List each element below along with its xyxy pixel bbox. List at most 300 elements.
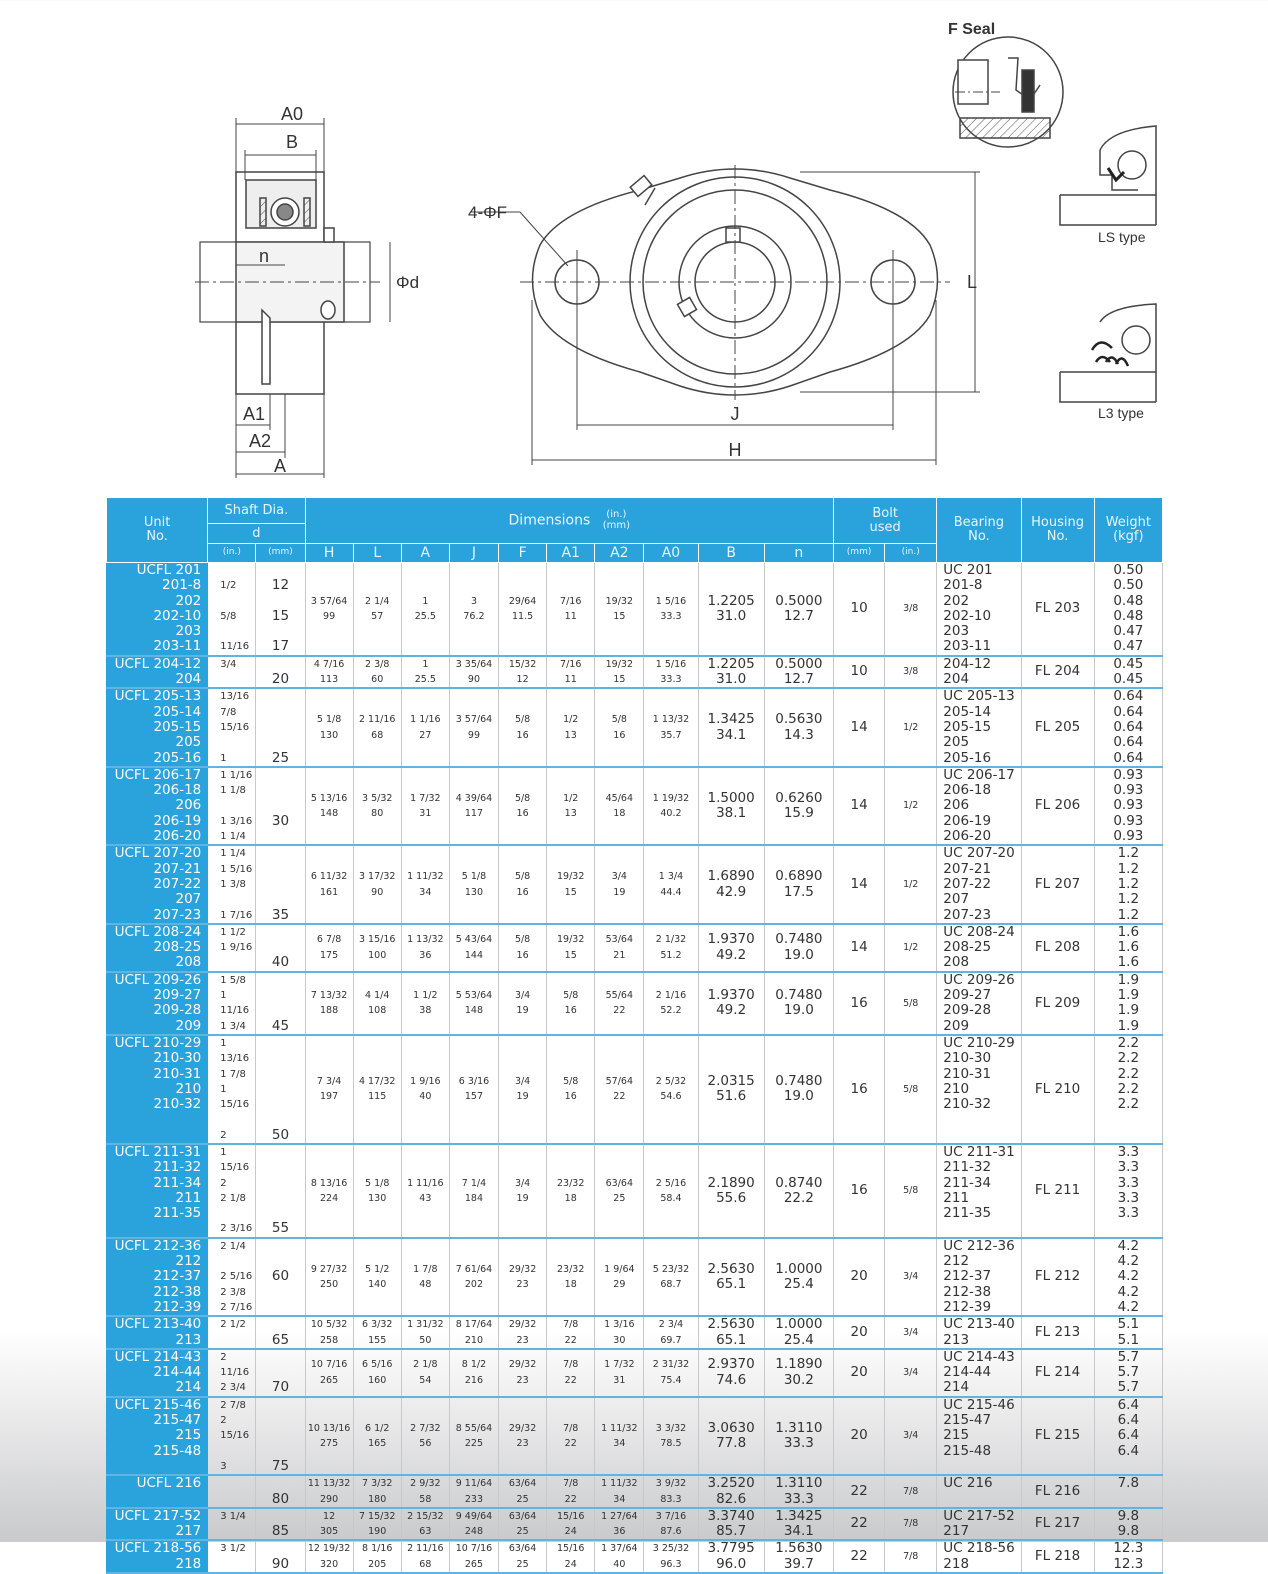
cell-mm: 65 <box>256 1316 305 1349</box>
cell-inch: 3 1/2 <box>208 1540 256 1573</box>
cell-inch: 3 1/4 <box>208 1508 256 1541</box>
cell-j: 8 55/64 225 <box>449 1397 498 1475</box>
cell-a0: 1 5/16 33.3 <box>644 656 698 689</box>
cell-b: 2.1890 55.6 <box>698 1144 764 1238</box>
cell-a2: 45/64 18 <box>595 767 644 845</box>
cell-a: 1 11/16 43 <box>401 1144 449 1238</box>
cell-a1: 7/8 22 <box>547 1349 595 1397</box>
label-4F: 4-ΦF <box>468 203 508 222</box>
ls-type-detail <box>1060 126 1156 225</box>
header-shaft-mm: (mm) <box>256 544 305 563</box>
label-d: Φd <box>396 273 420 292</box>
cell-a: 2 15/32 63 <box>401 1508 449 1541</box>
front-view-drawing <box>470 165 980 465</box>
cell-f: 63/64 25 <box>499 1475 547 1508</box>
table-row <box>107 1540 1163 1573</box>
cell-f: 29/32 23 <box>499 1349 547 1397</box>
cell-n: 0.7480 19.0 <box>764 924 833 972</box>
table-row <box>107 1316 1163 1349</box>
cell-a2: 53/64 21 <box>595 924 644 972</box>
cell-weight: 2.2 2.2 2.2 2.2 2.2 <box>1094 1035 1162 1144</box>
cell-a: 2 7/32 56 <box>401 1397 449 1475</box>
cell-h: 6 7/8 175 <box>305 924 353 972</box>
cell-bearing: UC 209-26 209-27 209-28 209 <box>937 972 1021 1035</box>
cell-weight: 0.93 0.93 0.93 0.93 0.93 <box>1094 767 1162 845</box>
cell-bolt-mm: 22 <box>834 1540 885 1573</box>
cell-b: 2.5630 65.1 <box>698 1316 764 1349</box>
cell-inch: 1 1/16 1 1/8 1 3/16 1 1/4 <box>208 767 256 845</box>
cell-a1: 7/8 22 <box>547 1316 595 1349</box>
cell-bearing: UC 210-29 210-30 210-31 210 210-32 <box>937 1035 1021 1144</box>
cell-h: 5 1/8 130 <box>305 688 353 766</box>
header-dimensions-units: (in.) (mm) <box>602 509 630 531</box>
header-col-A0: A0 <box>644 544 698 563</box>
header-col-A: A <box>401 544 449 563</box>
cell-f: 29/32 23 <box>499 1397 547 1475</box>
header-dimensions-label: Dimensions <box>508 512 591 529</box>
cell-f: 5/8 16 <box>499 767 547 845</box>
header-bolt-in: (in.) <box>885 544 937 563</box>
header-housing-no: Housing No. <box>1021 498 1094 563</box>
cell-unit: UCFL 215-46 215-47 215 215-48 <box>107 1397 208 1475</box>
cell-a1: 19/32 15 <box>547 924 595 972</box>
cell-n: 1.3110 33.3 <box>764 1397 833 1475</box>
cell-bolt-mm: 14 <box>834 767 885 845</box>
cell-bolt-in: 7/8 <box>885 1540 937 1573</box>
cell-bolt-in: 1/2 <box>885 767 937 845</box>
cell-mm: 20 <box>256 656 305 689</box>
cell-n: 1.0000 25.4 <box>764 1238 833 1316</box>
table-row <box>107 972 1163 1035</box>
cell-l: 6 1/2 165 <box>353 1397 401 1475</box>
cell-n: 1.3425 34.1 <box>764 1508 833 1541</box>
table-row <box>107 1397 1163 1475</box>
cell-weight: 7.8 <box>1094 1475 1162 1508</box>
cell-f: 29/64 11.5 <box>499 563 547 656</box>
cell-weight: 6.4 6.4 6.4 6.4 <box>1094 1397 1162 1475</box>
cell-bolt-in: 3/4 <box>885 1397 937 1475</box>
cell-h: 12 19/32 320 <box>305 1540 353 1573</box>
cell-j: 8 1/2 216 <box>449 1349 498 1397</box>
cell-unit: UCFL 214-43 214-44 214 <box>107 1349 208 1397</box>
cell-l: 3 15/16 100 <box>353 924 401 972</box>
header-col-A2: A2 <box>595 544 644 563</box>
cell-f: 5/8 16 <box>499 688 547 766</box>
cell-housing: FL 216 <box>1021 1475 1094 1508</box>
cell-bearing: UC 217-52 217 <box>937 1508 1021 1541</box>
label-H: H <box>728 440 742 460</box>
cell-l: 2 11/16 68 <box>353 688 401 766</box>
cell-f: 5/8 16 <box>499 845 547 923</box>
cell-a1: 5/8 16 <box>547 1035 595 1144</box>
table-row <box>107 656 1163 689</box>
cell-bearing: UC 215-46 215-47 215 215-48 <box>937 1397 1021 1475</box>
cell-h: 10 7/16 265 <box>305 1349 353 1397</box>
cell-j: 8 17/64 210 <box>449 1316 498 1349</box>
cell-housing: FL 215 <box>1021 1397 1094 1475</box>
cell-unit: UCFL 206-17 206-18 206 206-19 206-20 <box>107 767 208 845</box>
cell-inch: 1/2 5/8 11/16 <box>208 563 256 656</box>
header-bearing-no: Bearing No. <box>937 498 1021 563</box>
cell-f: 29/32 23 <box>499 1316 547 1349</box>
cell-b: 3.2520 82.6 <box>698 1475 764 1508</box>
cell-bearing: UC 208-24 208-25 208 <box>937 924 1021 972</box>
cell-f: 3/4 19 <box>499 972 547 1035</box>
header-col-n: n <box>764 544 833 563</box>
cell-inch: 1 5/8 1 11/16 1 3/4 <box>208 972 256 1035</box>
header-weight: Weight (kgf) <box>1094 498 1162 563</box>
cell-bolt-in: 3/4 <box>885 1316 937 1349</box>
cell-bolt-mm: 20 <box>834 1238 885 1316</box>
cell-bolt-mm: 14 <box>834 845 885 923</box>
cell-f: 3/4 19 <box>499 1035 547 1144</box>
label-A2: A2 <box>248 431 272 451</box>
cell-inch: 2 1/4 2 5/16 2 3/8 2 7/16 <box>208 1238 256 1316</box>
cell-a1: 7/16 11 <box>547 656 595 689</box>
cell-a0: 2 3/4 69.7 <box>644 1316 698 1349</box>
cell-housing: FL 204 <box>1021 656 1094 689</box>
cell-a2: 3/4 19 <box>595 845 644 923</box>
cell-h: 7 13/32 188 <box>305 972 353 1035</box>
f-seal-title: F Seal <box>948 21 996 38</box>
cell-weight: 4.2 4.2 4.2 4.2 4.2 <box>1094 1238 1162 1316</box>
cell-bolt-mm: 14 <box>834 688 885 766</box>
cell-b: 1.9370 49.2 <box>698 972 764 1035</box>
cell-b: 1.2205 31.0 <box>698 656 764 689</box>
cell-j: 5 1/8 130 <box>449 845 498 923</box>
cell-unit: UCFL 218-56 218 <box>107 1540 208 1573</box>
cell-b: 2.5630 65.1 <box>698 1238 764 1316</box>
cell-unit: UCFL 204-12 204 <box>107 656 208 689</box>
cell-f: 15/32 12 <box>499 656 547 689</box>
cell-a0: 1 19/32 40.2 <box>644 767 698 845</box>
cell-a0: 3 7/16 87.6 <box>644 1508 698 1541</box>
cell-a: 1 1/16 27 <box>401 688 449 766</box>
cell-inch: 1 1/2 1 9/16 <box>208 924 256 972</box>
side-view-drawing <box>195 118 390 478</box>
cell-b: 2.0315 51.6 <box>698 1035 764 1144</box>
cell-bearing: UC 214-43 214-44 214 <box>937 1349 1021 1397</box>
cell-l: 2 3/8 60 <box>353 656 401 689</box>
cell-b: 1.2205 31.0 <box>698 563 764 656</box>
cell-b: 3.3740 85.7 <box>698 1508 764 1541</box>
cell-a2: 1 27/64 36 <box>595 1508 644 1541</box>
f-seal-detail <box>953 37 1063 147</box>
cell-weight: 0.50 0.50 0.48 0.48 0.47 0.47 <box>1094 563 1162 656</box>
cell-f: 63/64 25 <box>499 1540 547 1573</box>
cell-inch: 1 13/16 1 7/8 1 15/16 2 <box>208 1035 256 1144</box>
table-row <box>107 688 1163 766</box>
cell-unit: UCFL 210-29 210-30 210-31 210 210-32 <box>107 1035 208 1144</box>
cell-l: 7 15/32 190 <box>353 1508 401 1541</box>
cell-weight: 9.8 9.8 <box>1094 1508 1162 1541</box>
cell-weight: 0.64 0.64 0.64 0.64 0.64 <box>1094 688 1162 766</box>
cell-bolt-mm: 16 <box>834 972 885 1035</box>
header-col-F: F <box>499 544 547 563</box>
cell-a1: 23/32 18 <box>547 1144 595 1238</box>
technical-drawing <box>0 0 1268 490</box>
header-col-L: L <box>353 544 401 563</box>
cell-a2: 55/64 22 <box>595 972 644 1035</box>
cell-housing: FL 205 <box>1021 688 1094 766</box>
cell-a2: 19/32 15 <box>595 563 644 656</box>
cell-mm: 25 <box>256 688 305 766</box>
cell-unit: UCFL 201 201-8 202 202-10 203 203-11 <box>107 563 208 656</box>
cell-inch: 2 11/16 2 3/4 <box>208 1349 256 1397</box>
cell-a2: 1 11/32 34 <box>595 1475 644 1508</box>
cell-bolt-in: 1/2 <box>885 924 937 972</box>
cell-bolt-in: 5/8 <box>885 1035 937 1144</box>
cell-bolt-mm: 16 <box>834 1144 885 1238</box>
cell-bolt-mm: 22 <box>834 1508 885 1541</box>
cell-mm: 35 <box>256 845 305 923</box>
cell-a: 2 1/8 54 <box>401 1349 449 1397</box>
cell-bearing: UC 216 <box>937 1475 1021 1508</box>
cell-a0: 3 25/32 96.3 <box>644 1540 698 1573</box>
cell-mm: 50 <box>256 1035 305 1144</box>
cell-bolt-mm: 16 <box>834 1035 885 1144</box>
cell-a0: 5 23/32 68.7 <box>644 1238 698 1316</box>
cell-a: 1 31/32 50 <box>401 1316 449 1349</box>
cell-n: 1.5630 39.7 <box>764 1540 833 1573</box>
label-A: A <box>273 456 287 476</box>
cell-a1: 7/8 22 <box>547 1475 595 1508</box>
cell-a1: 23/32 18 <box>547 1238 595 1316</box>
cell-weight: 1.9 1.9 1.9 1.9 <box>1094 972 1162 1035</box>
cell-a: 2 9/32 58 <box>401 1475 449 1508</box>
cell-n: 0.7480 19.0 <box>764 972 833 1035</box>
cell-h: 4 7/16 113 <box>305 656 353 689</box>
cell-unit: UCFL 216 <box>107 1475 208 1508</box>
cell-a2: 1 3/16 30 <box>595 1316 644 1349</box>
header-shaft-in: (in.) <box>208 544 256 563</box>
cell-a: 1 9/16 40 <box>401 1035 449 1144</box>
cell-bolt-in: 1/2 <box>885 845 937 923</box>
cell-unit: UCFL 209-26 209-27 209-28 209 <box>107 972 208 1035</box>
header-col-B: B <box>698 544 764 563</box>
header-bolt-mm: (mm) <box>834 544 885 563</box>
table-row <box>107 1035 1163 1144</box>
cell-h: 8 13/16 224 <box>305 1144 353 1238</box>
cell-n: 0.5630 14.3 <box>764 688 833 766</box>
cell-a: 1 11/32 34 <box>401 845 449 923</box>
table-row <box>107 1238 1163 1316</box>
cell-inch <box>208 1475 256 1508</box>
cell-l: 6 5/16 160 <box>353 1349 401 1397</box>
cell-l: 8 1/16 205 <box>353 1540 401 1573</box>
cell-l: 2 1/4 57 <box>353 563 401 656</box>
cell-bolt-in: 3/4 <box>885 1238 937 1316</box>
cell-n: 0.6890 17.5 <box>764 845 833 923</box>
l3-type-detail <box>1060 304 1156 402</box>
cell-bearing: UC 207-20 207-21 207-22 207 207-23 <box>937 845 1021 923</box>
cell-mm: 90 <box>256 1540 305 1573</box>
cell-weight: 1.6 1.6 1.6 <box>1094 924 1162 972</box>
table-row <box>107 845 1163 923</box>
cell-mm: 30 <box>256 767 305 845</box>
cell-housing: FL 218 <box>1021 1540 1094 1573</box>
cell-bolt-mm: 10 <box>834 563 885 656</box>
cell-l: 4 1/4 108 <box>353 972 401 1035</box>
cell-j: 6 3/16 157 <box>449 1035 498 1144</box>
cell-a0: 1 3/4 44.4 <box>644 845 698 923</box>
cell-a1: 5/8 16 <box>547 972 595 1035</box>
cell-bolt-in: 3/8 <box>885 656 937 689</box>
spec-table-body <box>107 563 1163 1574</box>
cell-j: 5 43/64 144 <box>449 924 498 972</box>
cell-housing: FL 217 <box>1021 1508 1094 1541</box>
l3-type-label: L3 type <box>1098 405 1144 421</box>
cell-j: 3 76.2 <box>449 563 498 656</box>
cell-bearing: UC 211-31 211-32 211-34 211 211-35 <box>937 1144 1021 1238</box>
cell-housing: FL 211 <box>1021 1144 1094 1238</box>
header-shaft-d: d <box>208 524 305 544</box>
cell-h: 12 305 <box>305 1508 353 1541</box>
ls-type-label: LS type <box>1098 229 1146 245</box>
cell-mm: 60 <box>256 1238 305 1316</box>
header-unit-no: Unit No. <box>107 498 208 563</box>
cell-l: 5 1/2 140 <box>353 1238 401 1316</box>
cell-h: 11 13/32 290 <box>305 1475 353 1508</box>
cell-b: 1.3425 34.1 <box>698 688 764 766</box>
cell-bearing: 204-12 204 <box>937 656 1021 689</box>
cell-mm: 85 <box>256 1508 305 1541</box>
cell-bolt-in: 7/8 <box>885 1508 937 1541</box>
cell-f: 29/32 23 <box>499 1238 547 1316</box>
cell-n: 0.8740 22.2 <box>764 1144 833 1238</box>
cell-housing: FL 206 <box>1021 767 1094 845</box>
cell-a0: 2 1/32 51.2 <box>644 924 698 972</box>
cell-a2: 57/64 22 <box>595 1035 644 1144</box>
table-row <box>107 1508 1163 1541</box>
cell-h: 10 13/16 275 <box>305 1397 353 1475</box>
cell-a1: 7/16 11 <box>547 563 595 656</box>
cell-mm: 45 <box>256 972 305 1035</box>
cell-l: 6 3/32 155 <box>353 1316 401 1349</box>
cell-a1: 7/8 22 <box>547 1397 595 1475</box>
header-col-A1: A1 <box>547 544 595 563</box>
cell-j: 10 7/16 265 <box>449 1540 498 1573</box>
cell-bolt-mm: 20 <box>834 1349 885 1397</box>
cell-l: 3 5/32 80 <box>353 767 401 845</box>
cell-unit: UCFL 217-52 217 <box>107 1508 208 1541</box>
cell-a: 1 7/32 31 <box>401 767 449 845</box>
cell-a2: 1 11/32 34 <box>595 1397 644 1475</box>
cell-l: 5 1/8 130 <box>353 1144 401 1238</box>
cell-bolt-in: 3/8 <box>885 563 937 656</box>
cell-bearing: UC 206-17 206-18 206 206-19 206-20 <box>937 767 1021 845</box>
cell-inch: 3/4 <box>208 656 256 689</box>
cell-a2: 19/32 15 <box>595 656 644 689</box>
header-col-H: H <box>305 544 353 563</box>
cell-weight: 5.1 5.1 <box>1094 1316 1162 1349</box>
cell-h: 6 11/32 161 <box>305 845 353 923</box>
cell-bearing: UC 205-13 205-14 205-15 205 205-16 <box>937 688 1021 766</box>
cell-f: 63/64 25 <box>499 1508 547 1541</box>
cell-a0: 3 9/32 83.3 <box>644 1475 698 1508</box>
cell-j: 5 53/64 148 <box>449 972 498 1035</box>
cell-a1: 19/32 15 <box>547 845 595 923</box>
cell-h: 10 5/32 258 <box>305 1316 353 1349</box>
table-row <box>107 767 1163 845</box>
cell-bolt-in: 5/8 <box>885 1144 937 1238</box>
label-A0: A0 <box>280 104 304 124</box>
cell-weight: 3.3 3.3 3.3 3.3 3.3 <box>1094 1144 1162 1238</box>
cell-a1: 15/16 24 <box>547 1508 595 1541</box>
cell-a: 1 25.5 <box>401 656 449 689</box>
cell-housing: FL 213 <box>1021 1316 1094 1349</box>
cell-f: 3/4 19 <box>499 1144 547 1238</box>
cell-n: 1.0000 25.4 <box>764 1316 833 1349</box>
cell-b: 3.7795 96.0 <box>698 1540 764 1573</box>
cell-n: 0.6260 15.9 <box>764 767 833 845</box>
cell-a: 1 13/32 36 <box>401 924 449 972</box>
cell-b: 3.0630 77.8 <box>698 1397 764 1475</box>
cell-weight: 12.3 12.3 <box>1094 1540 1162 1573</box>
cell-a2: 5/8 16 <box>595 688 644 766</box>
cell-b: 1.5000 38.1 <box>698 767 764 845</box>
label-L: L <box>966 272 978 292</box>
cell-b: 1.9370 49.2 <box>698 924 764 972</box>
cell-bearing: UC 212-36 212 212-37 212-38 212-39 <box>937 1238 1021 1316</box>
cell-bolt-mm: 14 <box>834 924 885 972</box>
cell-l: 7 3/32 180 <box>353 1475 401 1508</box>
cell-bolt-mm: 20 <box>834 1397 885 1475</box>
cell-bolt-in: 7/8 <box>885 1475 937 1508</box>
cell-h: 7 3/4 197 <box>305 1035 353 1144</box>
cell-mm: 55 <box>256 1144 305 1238</box>
cell-j: 3 57/64 99 <box>449 688 498 766</box>
cell-mm: 40 <box>256 924 305 972</box>
cell-housing: FL 208 <box>1021 924 1094 972</box>
cell-bearing: UC 218-56 218 <box>937 1540 1021 1573</box>
cell-inch: 2 7/8 2 15/16 3 <box>208 1397 256 1475</box>
cell-a0: 2 5/32 54.6 <box>644 1035 698 1144</box>
table-row <box>107 924 1163 972</box>
cell-unit: UCFL 213-40 213 <box>107 1316 208 1349</box>
cell-h: 5 13/16 148 <box>305 767 353 845</box>
header-shaft-dia: Shaft Dia. <box>208 498 305 524</box>
cell-a2: 1 7/32 31 <box>595 1349 644 1397</box>
cell-unit: UCFL 211-31 211-32 211-34 211 211-35 <box>107 1144 208 1238</box>
cell-a1: 1/2 13 <box>547 688 595 766</box>
header-dimensions <box>305 498 833 544</box>
cell-a: 1 1/2 38 <box>401 972 449 1035</box>
cell-unit: UCFL 208-24 208-25 208 <box>107 924 208 972</box>
cell-j: 4 39/64 117 <box>449 767 498 845</box>
cell-bolt-mm: 22 <box>834 1475 885 1508</box>
cell-f: 5/8 16 <box>499 924 547 972</box>
cell-j: 7 1/4 184 <box>449 1144 498 1238</box>
cell-bolt-mm: 10 <box>834 656 885 689</box>
table-row <box>107 1475 1163 1508</box>
cell-inch: 1 15/16 2 2 1/8 2 3/16 <box>208 1144 256 1238</box>
cell-a2: 1 37/64 40 <box>595 1540 644 1573</box>
cell-j: 9 49/64 248 <box>449 1508 498 1541</box>
cell-a0: 1 13/32 35.7 <box>644 688 698 766</box>
cell-inch: 2 1/2 <box>208 1316 256 1349</box>
cell-unit: UCFL 212-36 212 212-37 212-38 212-39 <box>107 1238 208 1316</box>
cell-a0: 2 5/16 58.4 <box>644 1144 698 1238</box>
cell-housing: FL 210 <box>1021 1035 1094 1144</box>
cell-mm: 80 <box>256 1475 305 1508</box>
cell-a0: 3 3/32 78.5 <box>644 1397 698 1475</box>
cell-n: 0.7480 19.0 <box>764 1035 833 1144</box>
label-B: B <box>285 132 299 152</box>
cell-n: 0.5000 12.7 <box>764 656 833 689</box>
cell-n: 1.1890 30.2 <box>764 1349 833 1397</box>
cell-inch: 13/16 7/8 15/16 1 <box>208 688 256 766</box>
